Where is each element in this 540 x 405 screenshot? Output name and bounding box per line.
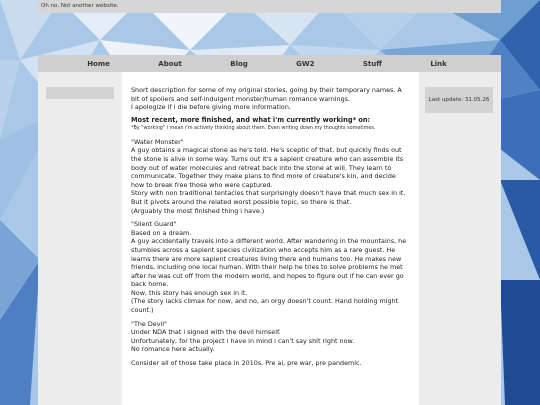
story-water-monster [131, 138, 411, 215]
story-the-devil [131, 320, 411, 354]
last-update-text: Last update: 31.05.26 [428, 97, 490, 103]
story-text: No romance here actually. [131, 345, 215, 354]
story-text: (The story lacks climax for now, and no, an orgy doesn't count. Hand holding might count.) [131, 297, 399, 315]
story-text: Based on a dream. [131, 228, 192, 237]
left-sidebar-box [46, 87, 114, 99]
section-note: *By "working" i mean i'm actively thinking about them. Even writing down my thoughts sometimes. [131, 124, 376, 131]
story-title: "Silent Guard" [131, 220, 177, 229]
intro-paragraph: Short description for some of my original stories, going by their temporary names. A bit of spoilers and self-indulgent monster/human romance warnings. [131, 86, 402, 103]
nav-about[interactable]: About [158, 59, 182, 68]
story-text: (Arguably the most finished thing i have.) [131, 206, 265, 215]
story-text: Now, this story has enough sex in it. [131, 288, 248, 297]
nav-blog[interactable]: Blog [230, 59, 248, 68]
intro-apology: I apologize if i die before giving more information. [131, 103, 291, 112]
nav-link[interactable]: Link [430, 59, 447, 68]
story-text: A guy obtains a magical stone as he's told. He's sceptic of that, but quickly finds out the stone is alive in some way. Turns out it's a sapient creature who can assemble its body out of water molecules and retreat back into the stone at will. They learn to communicate. Together they make plans to find more of creature's kin, and decide how to break free those who were captured. [131, 146, 404, 189]
story-text: Under NDA that i signed with the devil himself. [131, 328, 281, 337]
last-update-box [425, 87, 493, 113]
page-container [38, 55, 501, 405]
story-title: "Water Monster" [131, 137, 184, 146]
story-text: A guy accidentally travels into a different world. After wandering in the mountains, he stumbles across a sapient species civilization who accepts him as a rare guest. He learns there are more sapient creatures living there and humans too. He makes new friends, including one local human. With their help he tries to solve problems he met after he was cut off from the modern world, and hopes to figure out if he can ever go back home. [131, 237, 407, 289]
section-heading: Most recent, more finished, and what i'm currently working* on: [131, 115, 371, 124]
nav-home[interactable]: Home [87, 59, 110, 68]
main-nav [38, 55, 501, 72]
nav-gw2[interactable]: GW2 [296, 59, 315, 68]
story-text: Story with non traditional tentacles that surprisingly doesn't have that much sex in it. But it pivots around the related worst possible topic, so there is that. [131, 189, 406, 206]
nav-stuff[interactable]: Stuff [362, 59, 382, 68]
story-title: "The Devil" [131, 319, 167, 328]
site-tagline-bar [38, 0, 501, 13]
story-silent-guard [131, 220, 411, 315]
main-content [122, 72, 419, 405]
site-tagline: Oh no. Not another website. [41, 3, 119, 9]
story-text: Unfortunately, for the project i have in mind i can't say shit right now. [131, 336, 355, 345]
footer-line: Consider all of those take place in 2010s. Pre ai, pre war, pre pandemic. [131, 359, 362, 368]
